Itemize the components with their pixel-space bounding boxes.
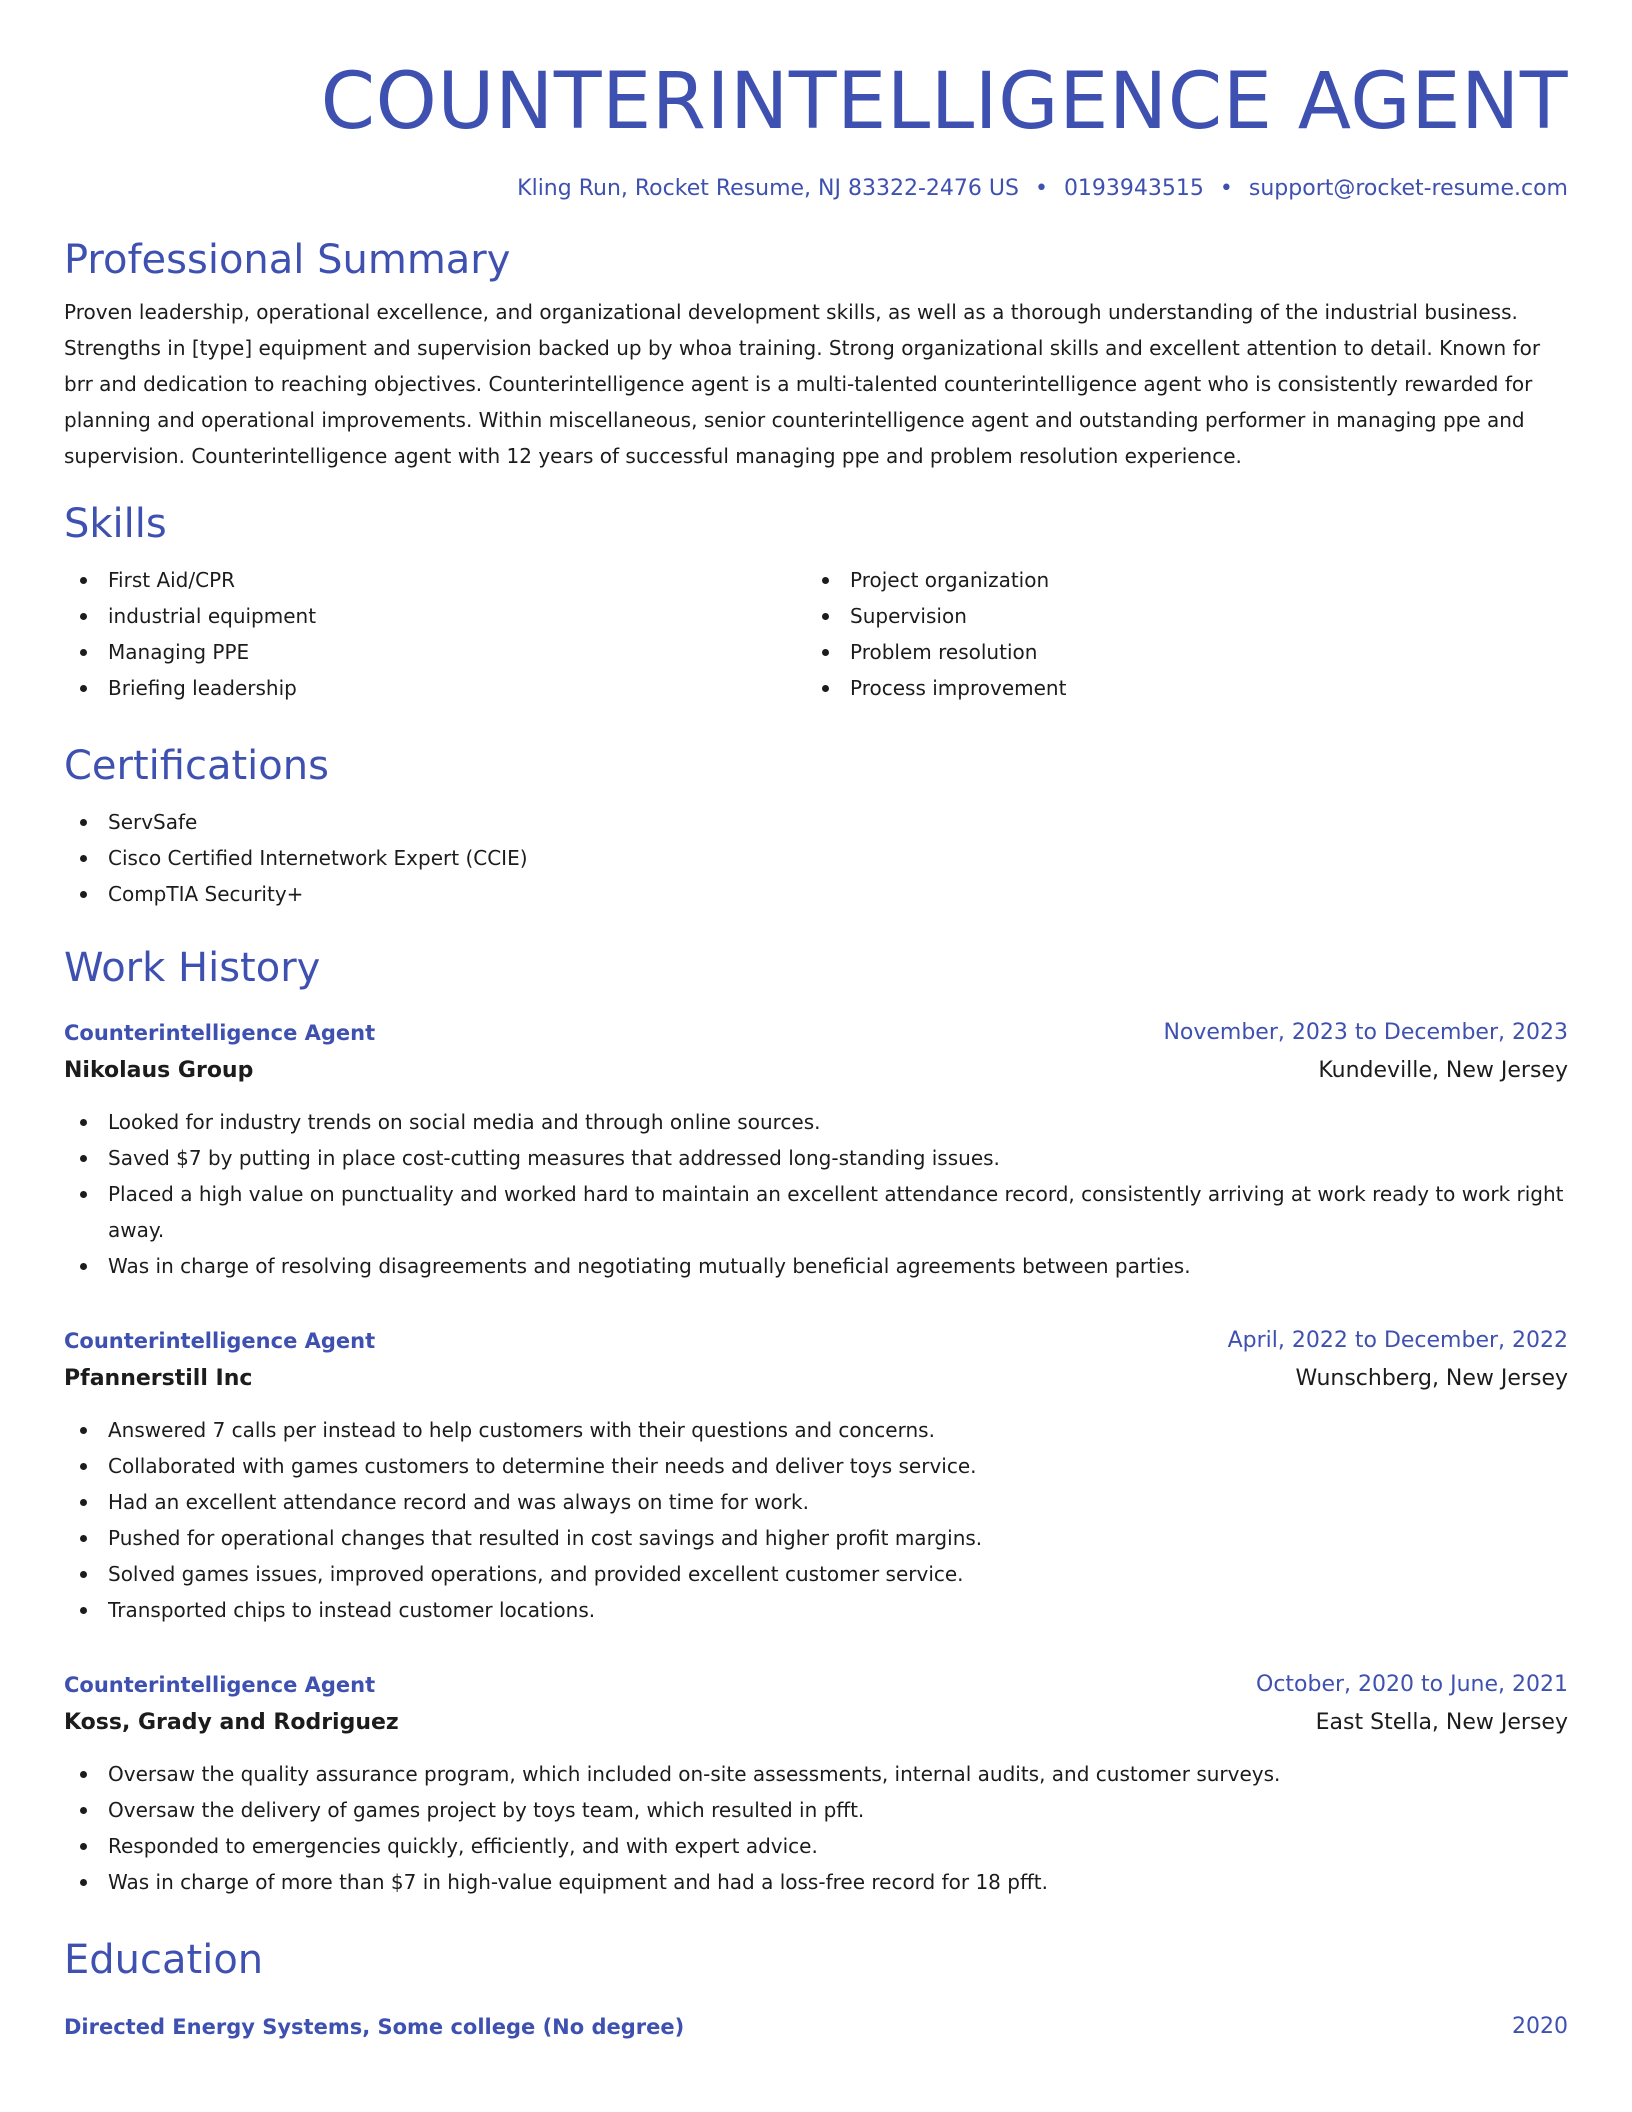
job-duties bbox=[64, 1412, 1568, 1628]
job-dates: October, 2020 to June, 2021 bbox=[1256, 1672, 1568, 1697]
job-location: East Stella, New Jersey bbox=[1315, 1710, 1568, 1735]
section-title-summary: Professional Summary bbox=[64, 237, 511, 283]
contact-phone: 0193943515 bbox=[1063, 176, 1204, 201]
job-dates: April, 2022 to December, 2022 bbox=[1227, 1328, 1568, 1353]
job-duty-item: Answered 7 calls per instead to help customers with their questions and concerns. bbox=[64, 1412, 1568, 1448]
job-company: Nikolaus Group bbox=[64, 1058, 254, 1083]
job-duty-item: Transported chips to instead customer locations. bbox=[64, 1592, 1568, 1628]
job-dates: November, 2023 to December, 2023 bbox=[1163, 1020, 1568, 1045]
section-title-education: Education bbox=[64, 1937, 264, 1983]
skill-item: Briefing leadership bbox=[64, 670, 806, 706]
certification-item: Cisco Certified Internetwork Expert (CCIE) bbox=[64, 840, 1568, 876]
job-duty-item: Collaborated with games customers to determine their needs and deliver toys service. bbox=[64, 1448, 1568, 1484]
job-duty-item: Oversaw the quality assurance program, which included on-site assessments, internal audits, and customer surveys. bbox=[64, 1756, 1568, 1792]
job-company: Pfannerstill Inc bbox=[64, 1366, 253, 1391]
job-entry bbox=[64, 1322, 1568, 1628]
skill-item: Managing PPE bbox=[64, 634, 806, 670]
section-title-skills: Skills bbox=[64, 501, 167, 547]
section-title-work-history: Work History bbox=[64, 945, 321, 991]
contact-separator: • bbox=[1219, 176, 1233, 201]
certification-item: ServSafe bbox=[64, 804, 1568, 840]
job-title: Counterintelligence Agent bbox=[64, 1021, 376, 1045]
job-duty-item: Solved games issues, improved operations, and provided excellent customer service. bbox=[64, 1556, 1568, 1592]
skills-column-right bbox=[806, 562, 1548, 706]
skill-item: Supervision bbox=[806, 598, 1548, 634]
job-duty-item: Was in charge of more than $7 in high-value equipment and had a loss-free record for 18 pfft. bbox=[64, 1864, 1568, 1900]
skill-item: Process improvement bbox=[806, 670, 1548, 706]
resume-page bbox=[64, 0, 1568, 2046]
contact-line bbox=[64, 174, 1568, 204]
job-location: Kundeville, New Jersey bbox=[1318, 1058, 1568, 1083]
job-duties bbox=[64, 1104, 1568, 1284]
skill-item: Project organization bbox=[806, 562, 1548, 598]
job-duty-item: Saved $7 by putting in place cost-cutting measures that addressed long-standing issues. bbox=[64, 1140, 1568, 1176]
job-duties bbox=[64, 1756, 1568, 1900]
skill-item: industrial equipment bbox=[64, 598, 806, 634]
job-duty-item: Looked for industry trends on social media and through online sources. bbox=[64, 1104, 1568, 1140]
job-duty-item: Was in charge of resolving disagreements and negotiating mutually beneficial agreements between parties. bbox=[64, 1248, 1568, 1284]
skill-item: First Aid/CPR bbox=[64, 562, 806, 598]
skills-list bbox=[64, 562, 1568, 706]
job-duty-item: Responded to emergencies quickly, efficiently, and with expert advice. bbox=[64, 1828, 1568, 1864]
certification-item: CompTIA Security+ bbox=[64, 876, 1568, 912]
job-duty-item: Pushed for operational changes that resulted in cost savings and higher profit margins. bbox=[64, 1520, 1568, 1556]
contact-address: Kling Run, Rocket Resume, NJ 83322-2476 US bbox=[517, 176, 1019, 201]
education-year: 2020 bbox=[1512, 2014, 1568, 2039]
contact-separator: • bbox=[1034, 176, 1048, 201]
skills-column-left bbox=[64, 562, 806, 706]
summary-text: Proven leadership, operational excellence, and organizational development skills, as well as a thorough understanding of the industrial business. Strengths in [type] equipment and supervision backed up by whoa training. Strong organizational skills and excellent attention to detail. Known for brr and dedication to reaching objectives. Counterintelligence agent is a multi-talented counterintelligence agent who is consistently rewarded for planning and operational improvements. Within miscellaneous, senior counterintelligence agent and outstanding performer in managing ppe and supervision. Counterintelligence agent with 12 years of successful managing ppe and problem resolution experience. bbox=[64, 300, 1541, 468]
skill-item: Problem resolution bbox=[806, 634, 1548, 670]
candidate-name: COUNTERINTELLIGENCE AGENT bbox=[320, 57, 1568, 147]
certifications-list bbox=[64, 804, 1568, 912]
job-entry bbox=[64, 1666, 1568, 1900]
job-entry bbox=[64, 1014, 1568, 1284]
job-location: Wunschberg, New Jersey bbox=[1295, 1366, 1568, 1391]
education-degree: Directed Energy Systems, Some college (No degree) bbox=[64, 2015, 685, 2039]
education-entry bbox=[64, 2008, 1568, 2046]
job-duty-item: Placed a high value on punctuality and worked hard to maintain an excellent attendance record, consistently arriving at work ready to work right away. bbox=[64, 1176, 1568, 1248]
job-title: Counterintelligence Agent bbox=[64, 1673, 376, 1697]
section-title-certifications: Certifications bbox=[64, 743, 329, 789]
job-company: Koss, Grady and Rodriguez bbox=[64, 1710, 399, 1735]
contact-email[interactable]: support@rocket-resume.com bbox=[1248, 176, 1568, 201]
job-title: Counterintelligence Agent bbox=[64, 1329, 376, 1353]
job-duty-item: Had an excellent attendance record and was always on time for work. bbox=[64, 1484, 1568, 1520]
job-duty-item: Oversaw the delivery of games project by toys team, which resulted in pfft. bbox=[64, 1792, 1568, 1828]
